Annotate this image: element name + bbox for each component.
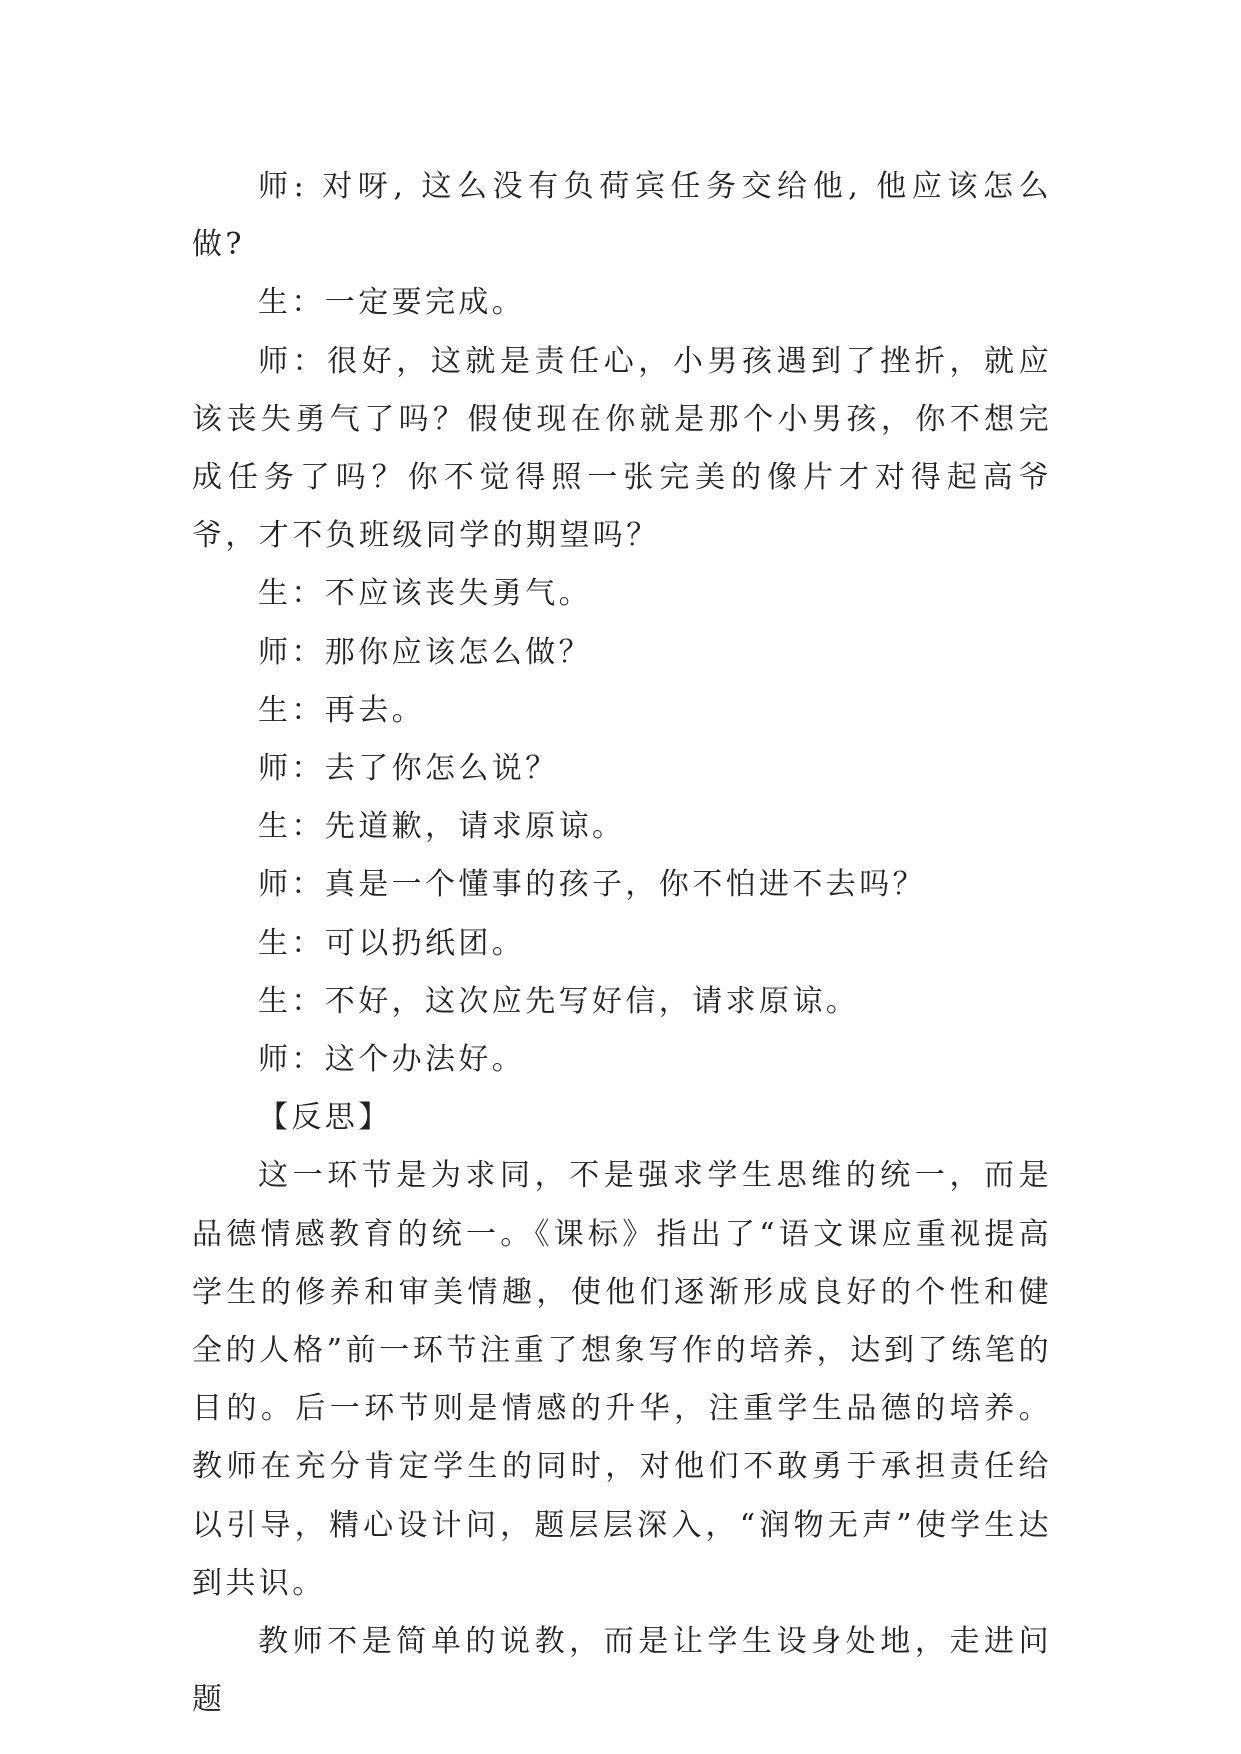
dialogue-line: 师：这个办法好。 — [258, 1042, 526, 1078]
dialogue-line: 师：真是一个懂事的孩子，你不怕进不去吗？ — [258, 867, 926, 903]
section-heading-reflection: 【反思】 — [258, 1100, 392, 1136]
dialogue-line: 师: 对呀, 这么没有负荷宾任务交给他, 他应该怎么做? — [192, 169, 1052, 263]
dialogue-line: 师：那你应该怎么做？ — [258, 634, 592, 670]
dialogue-line: 生：先道歉，请求原谅。 — [258, 809, 626, 845]
document-body — [192, 158, 1052, 1729]
dialogue-line: 生：可以扔纸团。 — [258, 925, 526, 961]
reflection-paragraph: 这一环节是为求同，不是强求学生思维的统一，而是品德情感教育的统一。《课标》指出了“语文课应重视提高学生的修养和审美情趣，使他们逐渐形成良好的个性和健全的人格”前一环节注重了想象写作的培养，达到了练笔的目的。后一环节则是情感的升华，注重学生品德的培养。教师在充分肯定学生的同时，对他们不敢勇于承担责任给以引导，精心设计问，题层层深入，“润物无声”使学生达到共识。 — [192, 1158, 1052, 1601]
dialogue-line: 生：一定要完成。 — [258, 285, 526, 321]
dialogue-line: 生：再去。 — [258, 692, 425, 728]
dialogue-line: 师：去了你怎么说？ — [258, 751, 559, 787]
dialogue-line: 生：不好，这次应先写好信，请求原谅。 — [258, 983, 860, 1019]
dialogue-line: 师：很好，这就是责任心，小男孩遇到了挫折，就应该丧失勇气了吗？假使现在你就是那个小男孩，你不想完成任务了吗？你不觉得照一张完美的像片才对得起高爷爷，才不负班级同学的期望吗？ — [192, 343, 1052, 554]
reflection-paragraph: 教师不是简单的说教，而是让学生设身处地，走进问题 — [192, 1624, 1052, 1718]
dialogue-line: 生：不应该丧失勇气。 — [258, 576, 592, 612]
